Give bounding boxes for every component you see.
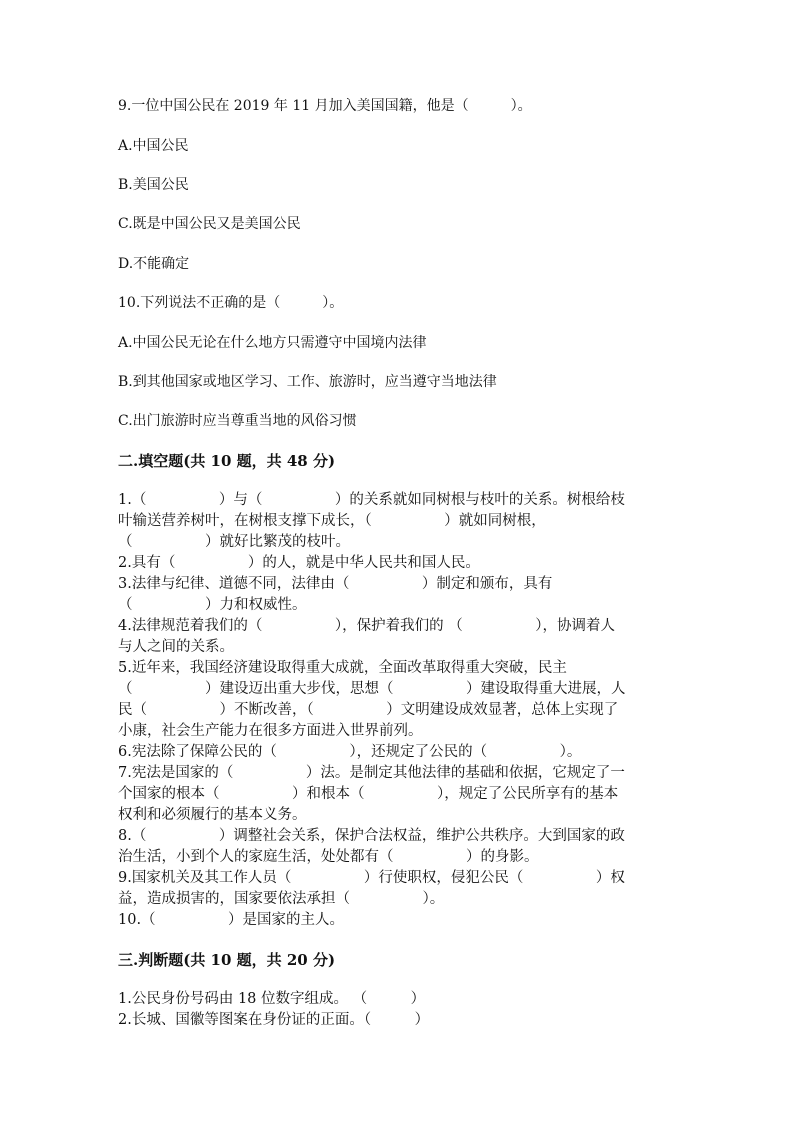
question-10-option-a: A.中国公民无论在什么地方只需遵守中国境内法律 xyxy=(118,335,427,351)
fill-line: 2.具有（ ）的人，就是中华人民共和国人民。 xyxy=(118,555,480,571)
fill-line: 治生活，小到个人的家庭生活，处处都有（ ）的身影。 xyxy=(118,849,539,865)
fill-line: 8.（ ）调整社会关系，保护合法权益，维护公共秩序。大到国家的政 xyxy=(118,828,625,844)
question-9-option-d: D.不能确定 xyxy=(118,256,190,272)
fill-line: （ ）建设迈出重大步伐，思想（ ）建设取得重大进展，人 xyxy=(118,681,626,697)
fill-line: 益，造成损害的，国家要依法承担（ ）。 xyxy=(118,891,445,907)
fill-line: 7.宪法是国家的（ ）法。是制定其他法律的基础和依据，它规定了一 xyxy=(118,765,625,781)
fill-line: 与人之间的关系。 xyxy=(118,639,234,655)
fill-line: 10.（ ）是国家的主人。 xyxy=(118,912,345,928)
question-9-option-a: A.中国公民 xyxy=(118,138,189,154)
fill-line: 1.（ ）与（ ）的关系就如同树根与枝叶的关系。树根给枝 xyxy=(118,492,625,508)
fill-line: （ ）就好比繁茂的枝叶。 xyxy=(118,534,350,550)
fill-line: （ ）力和权威性。 xyxy=(118,597,307,613)
fill-line: 5.近年来，我国经济建设取得重大成就，全面改革取得重大突破，民主 xyxy=(118,660,567,676)
section-2-heading: 二.填空题(共 10 题，共 48 分) xyxy=(118,452,336,470)
question-9-option-c: C.既是中国公民又是美国公民 xyxy=(118,216,301,232)
question-9-stem: 9.一位中国公民在 2019 年 11 月加入美国国籍，他是（ ）。 xyxy=(118,98,532,114)
fill-line: 个国家的根本（ ）和根本（ ），规定了公民所享有的基本 xyxy=(118,786,619,802)
fill-line: 叶输送营养树叶，在树根支撑下成长，（ ）就如同树根， xyxy=(118,513,546,529)
fill-line: 4.法律规范着我们的（ ），保护着我们的 （ ），协调着人 xyxy=(118,618,615,634)
section-3-heading: 三.判断题(共 10 题，共 20 分) xyxy=(118,951,336,969)
question-10-stem: 10.下列说法不正确的是（ ）。 xyxy=(118,295,344,311)
fill-line: 9.国家机关及其工作人员（ ）行使职权，侵犯公民（ ）权 xyxy=(118,870,625,886)
fill-line: 权利和必须履行的基本义务。 xyxy=(118,807,307,823)
fill-line: 3.法律与纪律、道德不同，法律由（ ）制定和颁布，具有 xyxy=(118,576,553,592)
fill-line: 民（ ）不断改善，（ ）文明建设成效显著，总体上实现了 xyxy=(118,702,619,718)
fill-line: 6.宪法除了保障公民的（ ），还规定了公民的（ ）。 xyxy=(118,744,582,760)
judge-item-2: 2.长城、国徽等图案在身份证的正面。（ ） xyxy=(118,1012,430,1028)
question-10-option-c: C.出门旅游时应当尊重当地的风俗习惯 xyxy=(118,413,357,429)
question-10-option-b: B.到其他国家或地区学习、工作、旅游时，应当遵守当地法律 xyxy=(118,374,497,390)
question-9-option-b: B.美国公民 xyxy=(118,177,189,193)
fill-line: 小康，社会生产能力在很多方面进入世界前列。 xyxy=(118,723,423,739)
judge-item-1: 1.公民身份号码由 18 位数字组成。 （ ） xyxy=(118,991,426,1007)
